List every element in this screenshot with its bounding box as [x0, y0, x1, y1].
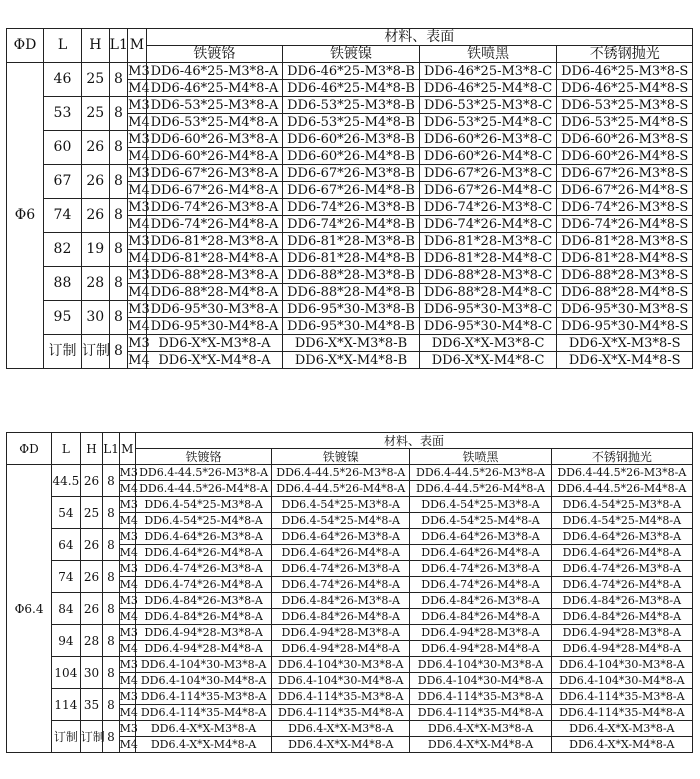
thread-cell: M3: [119, 593, 138, 607]
part-code-cell: DD6.4-64*26-M4*8-A: [272, 545, 410, 561]
part-code-cell: DD6-81*28-M4*8-A: [146, 250, 283, 267]
height-cell: 订制: [81, 335, 109, 369]
height-cell: 25: [80, 497, 103, 529]
part-code-cell: DD6.4-104*30-M4*8-A: [551, 673, 692, 689]
table-row: [7, 199, 693, 216]
part-code-cell: DD6-74*26-M3*8-B: [283, 199, 420, 216]
table-row: [7, 63, 693, 80]
thread-cell: M4: [128, 284, 150, 300]
length-cell: 74: [43, 199, 81, 233]
height-cell: 30: [81, 301, 109, 335]
height-cell: 26: [80, 529, 103, 561]
table-row: [7, 301, 693, 318]
part-code-cell: DD6.4-94*28-M3*8-A: [272, 625, 410, 641]
table-row: [7, 593, 693, 609]
part-code-cell: DD6-74*26-M4*8-A: [146, 216, 283, 233]
thread-cell: M4: [119, 481, 138, 495]
length-cell: 64: [52, 529, 81, 561]
part-code-cell: DD6-88*28-M3*8-A: [146, 267, 283, 284]
part-code-cell: DD6.4-64*26-M3*8-A: [551, 529, 692, 545]
part-code-cell: DD6-67*26-M3*8-B: [283, 165, 420, 182]
part-code-cell: DD6.4-64*26-M3*8-A: [272, 529, 410, 545]
part-code-cell: DD6-X*X-M3*8-C: [419, 335, 557, 352]
part-code-cell: DD6-X*X-M3*8-A: [146, 335, 283, 352]
l1-cell: 8: [103, 721, 119, 753]
l1-cell: 8: [109, 267, 127, 301]
thread-cell: M4: [128, 80, 150, 96]
part-code-cell: DD6-46*25-M3*8-B: [283, 63, 420, 80]
part-code-cell: DD6-95*30-M3*8-S: [557, 301, 693, 318]
part-code-cell: DD6.4-84*26-M4*8-A: [410, 609, 551, 625]
header-l: L: [52, 433, 81, 465]
part-code-cell: DD6.4-104*30-M4*8-A: [135, 673, 271, 689]
part-code-cell: DD6.4-114*35-M4*8-A: [410, 705, 551, 721]
part-code-cell: DD6.4-54*25-M3*8-A: [272, 497, 410, 513]
part-code-cell: DD6.4-44.5*26-M3*8-A: [135, 465, 271, 481]
part-code-cell: DD6-53*25-M3*8-C: [419, 97, 557, 114]
part-code-cell: DD6.4-84*26-M4*8-A: [272, 609, 410, 625]
header-m: M: [119, 433, 135, 465]
part-code-cell: DD6-53*25-M3*8-S: [557, 97, 693, 114]
part-code-cell: DD6-88*28-M3*8-B: [283, 267, 420, 284]
part-code-cell: DD6-53*25-M4*8-A: [146, 114, 283, 131]
height-cell: 26: [81, 165, 109, 199]
part-code-cell: DD6.4-54*25-M4*8-A: [551, 513, 692, 529]
l1-cell: 8: [109, 199, 127, 233]
part-code-cell: DD6.4-44.5*26-M3*8-A: [410, 465, 551, 481]
part-code-cell: DD6.4-84*26-M3*8-A: [135, 593, 271, 609]
thread-cell: M4: [128, 250, 150, 266]
height-cell: 26: [80, 465, 103, 497]
part-code-cell: DD6-95*30-M3*8-A: [146, 301, 283, 318]
part-code-cell: DD6-81*28-M4*8-C: [419, 250, 557, 267]
part-code-cell: DD6.4-84*26-M3*8-A: [272, 593, 410, 609]
thread-cell: M3: [128, 267, 150, 283]
l1-cell: 8: [109, 131, 127, 165]
part-code-cell: DD6-60*26-M3*8-A: [146, 131, 283, 148]
height-cell: 26: [80, 593, 103, 625]
part-code-cell: DD6-60*26-M3*8-S: [557, 131, 693, 148]
part-code-cell: DD6.4-94*28-M3*8-A: [410, 625, 551, 641]
thread-cell: M3: [119, 529, 138, 543]
height-cell: 25: [81, 97, 109, 131]
table-row: [7, 529, 693, 545]
part-code-cell: DD6-53*25-M4*8-B: [283, 114, 420, 131]
part-code-cell: DD6.4-64*26-M4*8-A: [135, 545, 271, 561]
part-code-cell: DD6.4-114*35-M3*8-A: [410, 689, 551, 705]
table-row: [7, 233, 693, 250]
part-code-cell: DD6-67*26-M4*8-A: [146, 182, 283, 199]
part-code-cell: DD6.4-114*35-M4*8-A: [135, 705, 271, 721]
part-code-cell: DD6.4-44.5*26-M4*8-A: [272, 481, 410, 497]
header-h: H: [80, 433, 103, 465]
part-code-cell: DD6-67*26-M3*8-A: [146, 165, 283, 182]
table-row: [7, 721, 693, 737]
part-code-cell: DD6.4-44.5*26-M4*8-A: [410, 481, 551, 497]
part-code-cell: DD6.4-X*X-M3*8-A: [410, 721, 551, 737]
part-code-cell: DD6.4-84*26-M4*8-A: [551, 609, 692, 625]
part-code-cell: DD6.4-64*26-M4*8-A: [551, 545, 692, 561]
part-code-cell: DD6.4-94*28-M4*8-A: [551, 641, 692, 657]
part-code-cell: DD6-67*26-M3*8-C: [419, 165, 557, 182]
l1-cell: 8: [103, 657, 119, 689]
l1-cell: 8: [103, 561, 119, 593]
part-code-cell: DD6-46*25-M3*8-C: [419, 63, 557, 80]
header-finish-stainless: 不锈钢抛光: [557, 46, 693, 63]
length-cell: 53: [43, 97, 81, 131]
part-code-cell: DD6-88*28-M3*8-C: [419, 267, 557, 284]
length-cell: 82: [43, 233, 81, 267]
thread-cell: M4: [119, 705, 138, 719]
part-code-cell: DD6-95*30-M4*8-S: [557, 318, 693, 335]
thread-cell: M3: [119, 497, 138, 511]
table-row: [7, 165, 693, 182]
thread-cell: M3: [128, 199, 150, 215]
thread-cell: M4: [119, 609, 138, 623]
thread-cell: M4: [128, 216, 150, 232]
header-finish-stainless: 不锈钢抛光: [551, 449, 692, 465]
part-code-cell: DD6-74*26-M4*8-B: [283, 216, 420, 233]
header-finish-black: 铁喷黑: [419, 46, 557, 63]
part-code-cell: DD6.4-74*26-M4*8-A: [272, 577, 410, 593]
length-cell: 114: [52, 689, 81, 721]
thread-cell: M4: [128, 148, 150, 164]
part-code-cell: DD6-46*25-M3*8-A: [146, 63, 283, 80]
thread-cell: M4: [119, 513, 138, 527]
part-code-cell: DD6-X*X-M4*8-A: [146, 352, 283, 369]
thread-cell: M4: [119, 737, 138, 751]
thread-cell: M4: [119, 545, 138, 559]
part-code-cell: DD6.4-X*X-M4*8-A: [410, 737, 551, 753]
part-code-cell: DD6.4-114*35-M4*8-A: [551, 705, 692, 721]
part-code-cell: DD6-46*25-M4*8-B: [283, 80, 420, 97]
height-cell: 25: [81, 63, 109, 97]
part-code-cell: DD6.4-114*35-M4*8-A: [272, 705, 410, 721]
header-finish-nickel: 铁镀镍: [283, 46, 420, 63]
l1-cell: 8: [103, 593, 119, 625]
part-code-cell: DD6.4-74*26-M3*8-A: [135, 561, 271, 577]
table-row: [7, 689, 693, 705]
length-cell: 95: [43, 301, 81, 335]
part-code-cell: DD6.4-74*26-M3*8-A: [551, 561, 692, 577]
part-code-cell: DD6-88*28-M3*8-S: [557, 267, 693, 284]
height-cell: 28: [80, 625, 103, 657]
part-code-cell: DD6-67*26-M4*8-C: [419, 182, 557, 199]
part-code-cell: DD6.4-74*26-M3*8-A: [410, 561, 551, 577]
part-code-cell: DD6-X*X-M4*8-C: [419, 352, 557, 369]
thread-cell: M4: [128, 182, 150, 198]
height-cell: 30: [80, 657, 103, 689]
thread-cell: M3: [119, 657, 138, 671]
part-code-cell: DD6-46*25-M4*8-A: [146, 80, 283, 97]
header-finish-nickel: 铁镀镍: [272, 449, 410, 465]
header-finish-chrome: 铁镀铬: [146, 46, 283, 63]
part-code-cell: DD6-88*28-M4*8-B: [283, 284, 420, 301]
thread-cell: M3: [119, 721, 138, 735]
part-code-cell: DD6-46*25-M3*8-S: [557, 63, 693, 80]
l1-cell: 8: [103, 625, 119, 657]
l1-cell: 8: [103, 465, 119, 497]
header-material-surface: 材料、表面: [146, 29, 692, 46]
part-code-cell: DD6.4-94*28-M3*8-A: [135, 625, 271, 641]
table-row: [7, 267, 693, 284]
part-code-cell: DD6.4-X*X-M4*8-A: [551, 737, 692, 753]
part-code-cell: DD6.4-114*35-M3*8-A: [135, 689, 271, 705]
l1-cell: 8: [103, 689, 119, 721]
part-code-cell: DD6.4-X*X-M3*8-A: [135, 721, 271, 737]
thread-cell: M3: [119, 689, 138, 703]
table-row: [7, 625, 693, 641]
part-code-cell: DD6-60*26-M4*8-C: [419, 148, 557, 165]
header-l1: L1: [109, 29, 127, 63]
part-code-cell: DD6-X*X-M4*8-B: [283, 352, 420, 369]
part-code-cell: DD6.4-114*35-M3*8-A: [272, 689, 410, 705]
l1-cell: 8: [109, 63, 127, 97]
part-code-cell: DD6.4-54*25-M4*8-A: [272, 513, 410, 529]
part-code-cell: DD6-60*26-M3*8-C: [419, 131, 557, 148]
diameter-cell: Φ6: [7, 63, 44, 369]
part-code-cell: DD6.4-74*26-M4*8-A: [410, 577, 551, 593]
part-code-cell: DD6.4-X*X-M3*8-A: [551, 721, 692, 737]
l1-cell: 8: [109, 97, 127, 131]
part-code-cell: DD6.4-54*25-M3*8-A: [551, 497, 692, 513]
part-code-cell: DD6.4-94*28-M4*8-A: [410, 641, 551, 657]
part-code-cell: DD6-60*26-M4*8-S: [557, 148, 693, 165]
part-code-cell: DD6.4-94*28-M4*8-A: [272, 641, 410, 657]
thread-cell: M3: [128, 165, 150, 181]
part-code-cell: DD6.4-104*30-M4*8-A: [410, 673, 551, 689]
length-cell: 订制: [52, 721, 81, 753]
part-code-cell: DD6-95*30-M4*8-A: [146, 318, 283, 335]
part-code-cell: DD6-74*26-M4*8-C: [419, 216, 557, 233]
part-code-cell: DD6.4-104*30-M4*8-A: [272, 673, 410, 689]
thread-cell: M3: [128, 335, 150, 351]
part-code-cell: DD6-74*26-M4*8-S: [557, 216, 693, 233]
thread-cell: M3: [128, 233, 150, 249]
thread-cell: M4: [128, 114, 150, 130]
part-code-cell: DD6-67*26-M3*8-S: [557, 165, 693, 182]
part-code-cell: DD6.4-84*26-M3*8-A: [551, 593, 692, 609]
part-code-cell: DD6.4-104*30-M3*8-A: [410, 657, 551, 673]
table-row: [7, 657, 693, 673]
height-cell: 26: [80, 561, 103, 593]
header-material-surface: 材料、表面: [135, 433, 692, 449]
part-code-cell: DD6-53*25-M3*8-A: [146, 97, 283, 114]
length-cell: 94: [52, 625, 81, 657]
height-cell: 28: [81, 267, 109, 301]
thread-cell: M3: [128, 63, 150, 79]
part-code-cell: DD6-74*26-M3*8-C: [419, 199, 557, 216]
header-h: H: [81, 29, 109, 63]
part-code-cell: DD6-53*25-M4*8-S: [557, 114, 693, 131]
length-cell: 104: [52, 657, 81, 689]
length-cell: 44.5: [52, 465, 81, 497]
part-code-cell: DD6.4-104*30-M3*8-A: [135, 657, 271, 673]
part-code-cell: DD6.4-54*25-M3*8-A: [410, 497, 551, 513]
table-row: [7, 561, 693, 577]
part-code-cell: DD6-60*26-M3*8-B: [283, 131, 420, 148]
part-code-cell: DD6.4-44.5*26-M3*8-A: [551, 465, 692, 481]
l1-cell: 8: [109, 233, 127, 267]
l1-cell: 8: [109, 335, 127, 369]
part-code-cell: DD6.4-54*25-M3*8-A: [135, 497, 271, 513]
thread-cell: M4: [128, 352, 150, 368]
diameter-cell: Φ6.4: [7, 465, 52, 753]
height-cell: 19: [81, 233, 109, 267]
table-row: [7, 97, 693, 114]
thread-cell: M3: [119, 561, 138, 575]
thread-cell: M4: [128, 318, 150, 334]
part-code-cell: DD6.4-74*26-M4*8-A: [551, 577, 692, 593]
part-code-cell: DD6-60*26-M4*8-B: [283, 148, 420, 165]
part-code-cell: DD6.4-74*26-M3*8-A: [272, 561, 410, 577]
part-code-cell: DD6-95*30-M3*8-B: [283, 301, 420, 318]
part-code-cell: DD6-81*28-M3*8-S: [557, 233, 693, 250]
part-code-cell: DD6-46*25-M4*8-S: [557, 80, 693, 97]
spec-table-phi6-4: [6, 432, 693, 753]
part-code-cell: DD6.4-74*26-M4*8-A: [135, 577, 271, 593]
part-code-cell: DD6-81*28-M3*8-B: [283, 233, 420, 250]
header-phi-d: ΦD: [7, 433, 52, 465]
part-code-cell: DD6-95*30-M4*8-B: [283, 318, 420, 335]
part-code-cell: DD6.4-84*26-M3*8-A: [410, 593, 551, 609]
part-code-cell: DD6-X*X-M4*8-S: [557, 352, 693, 369]
part-code-cell: DD6.4-X*X-M3*8-A: [272, 721, 410, 737]
part-code-cell: DD6-88*28-M4*8-C: [419, 284, 557, 301]
table-row: [7, 131, 693, 148]
part-code-cell: DD6-67*26-M4*8-S: [557, 182, 693, 199]
table-row: [7, 465, 693, 481]
part-code-cell: DD6.4-54*25-M4*8-A: [410, 513, 551, 529]
thread-cell: M3: [119, 465, 138, 479]
part-code-cell: DD6.4-44.5*26-M4*8-A: [551, 481, 692, 497]
height-cell: 26: [81, 131, 109, 165]
length-cell: 54: [52, 497, 81, 529]
length-cell: 订制: [43, 335, 81, 369]
l1-cell: 8: [103, 497, 119, 529]
thread-cell: M3: [128, 97, 150, 113]
part-code-cell: DD6.4-84*26-M4*8-A: [135, 609, 271, 625]
part-code-cell: DD6.4-64*26-M3*8-A: [410, 529, 551, 545]
thread-cell: M4: [119, 673, 138, 687]
spec-table-phi6: [6, 28, 693, 369]
part-code-cell: DD6-74*26-M3*8-S: [557, 199, 693, 216]
thread-cell: M3: [128, 301, 150, 317]
table-row: [7, 335, 693, 352]
header-finish-black: 铁喷黑: [410, 449, 551, 465]
part-code-cell: DD6.4-114*35-M3*8-A: [551, 689, 692, 705]
part-code-cell: DD6.4-94*28-M3*8-A: [551, 625, 692, 641]
part-code-cell: DD6-53*25-M4*8-C: [419, 114, 557, 131]
part-code-cell: DD6-95*30-M4*8-C: [419, 318, 557, 335]
part-code-cell: DD6-88*28-M4*8-A: [146, 284, 283, 301]
part-code-cell: DD6-46*25-M4*8-C: [419, 80, 557, 97]
header-phi-d: ΦD: [7, 29, 44, 63]
part-code-cell: DD6-81*28-M4*8-B: [283, 250, 420, 267]
part-code-cell: DD6.4-44.5*26-M3*8-A: [272, 465, 410, 481]
part-code-cell: DD6-95*30-M3*8-C: [419, 301, 557, 318]
length-cell: 88: [43, 267, 81, 301]
height-cell: 订制: [80, 721, 103, 753]
header-l: L: [43, 29, 81, 63]
header-l1: L1: [103, 433, 119, 465]
part-code-cell: DD6-X*X-M3*8-S: [557, 335, 693, 352]
part-code-cell: DD6-81*28-M4*8-S: [557, 250, 693, 267]
table-row: [7, 497, 693, 513]
l1-cell: 8: [103, 529, 119, 561]
part-code-cell: DD6.4-64*26-M3*8-A: [135, 529, 271, 545]
height-cell: 35: [80, 689, 103, 721]
part-code-cell: DD6-81*28-M3*8-C: [419, 233, 557, 250]
part-code-cell: DD6.4-X*X-M4*8-A: [135, 737, 271, 753]
part-code-cell: DD6-67*26-M4*8-B: [283, 182, 420, 199]
part-code-cell: DD6.4-64*26-M4*8-A: [410, 545, 551, 561]
part-code-cell: DD6.4-X*X-M4*8-A: [272, 737, 410, 753]
part-code-cell: DD6-X*X-M3*8-B: [283, 335, 420, 352]
part-code-cell: DD6.4-104*30-M3*8-A: [551, 657, 692, 673]
length-cell: 46: [43, 63, 81, 97]
part-code-cell: DD6-74*26-M3*8-A: [146, 199, 283, 216]
length-cell: 60: [43, 131, 81, 165]
part-code-cell: DD6-81*28-M3*8-A: [146, 233, 283, 250]
thread-cell: M4: [119, 577, 138, 591]
header-m: M: [128, 29, 146, 63]
part-code-cell: DD6-53*25-M3*8-B: [283, 97, 420, 114]
length-cell: 67: [43, 165, 81, 199]
length-cell: 74: [52, 561, 81, 593]
part-code-cell: DD6.4-44.5*26-M4*8-A: [135, 481, 271, 497]
thread-cell: M4: [119, 641, 138, 655]
part-code-cell: DD6-88*28-M4*8-S: [557, 284, 693, 301]
l1-cell: 8: [109, 165, 127, 199]
thread-cell: M3: [128, 131, 150, 147]
l1-cell: 8: [109, 301, 127, 335]
thread-cell: M3: [119, 625, 138, 639]
height-cell: 26: [81, 199, 109, 233]
length-cell: 84: [52, 593, 81, 625]
part-code-cell: DD6.4-94*28-M4*8-A: [135, 641, 271, 657]
part-code-cell: DD6-60*26-M4*8-A: [146, 148, 283, 165]
part-code-cell: DD6.4-104*30-M3*8-A: [272, 657, 410, 673]
header-finish-chrome: 铁镀铬: [135, 449, 271, 465]
part-code-cell: DD6.4-54*25-M4*8-A: [135, 513, 271, 529]
